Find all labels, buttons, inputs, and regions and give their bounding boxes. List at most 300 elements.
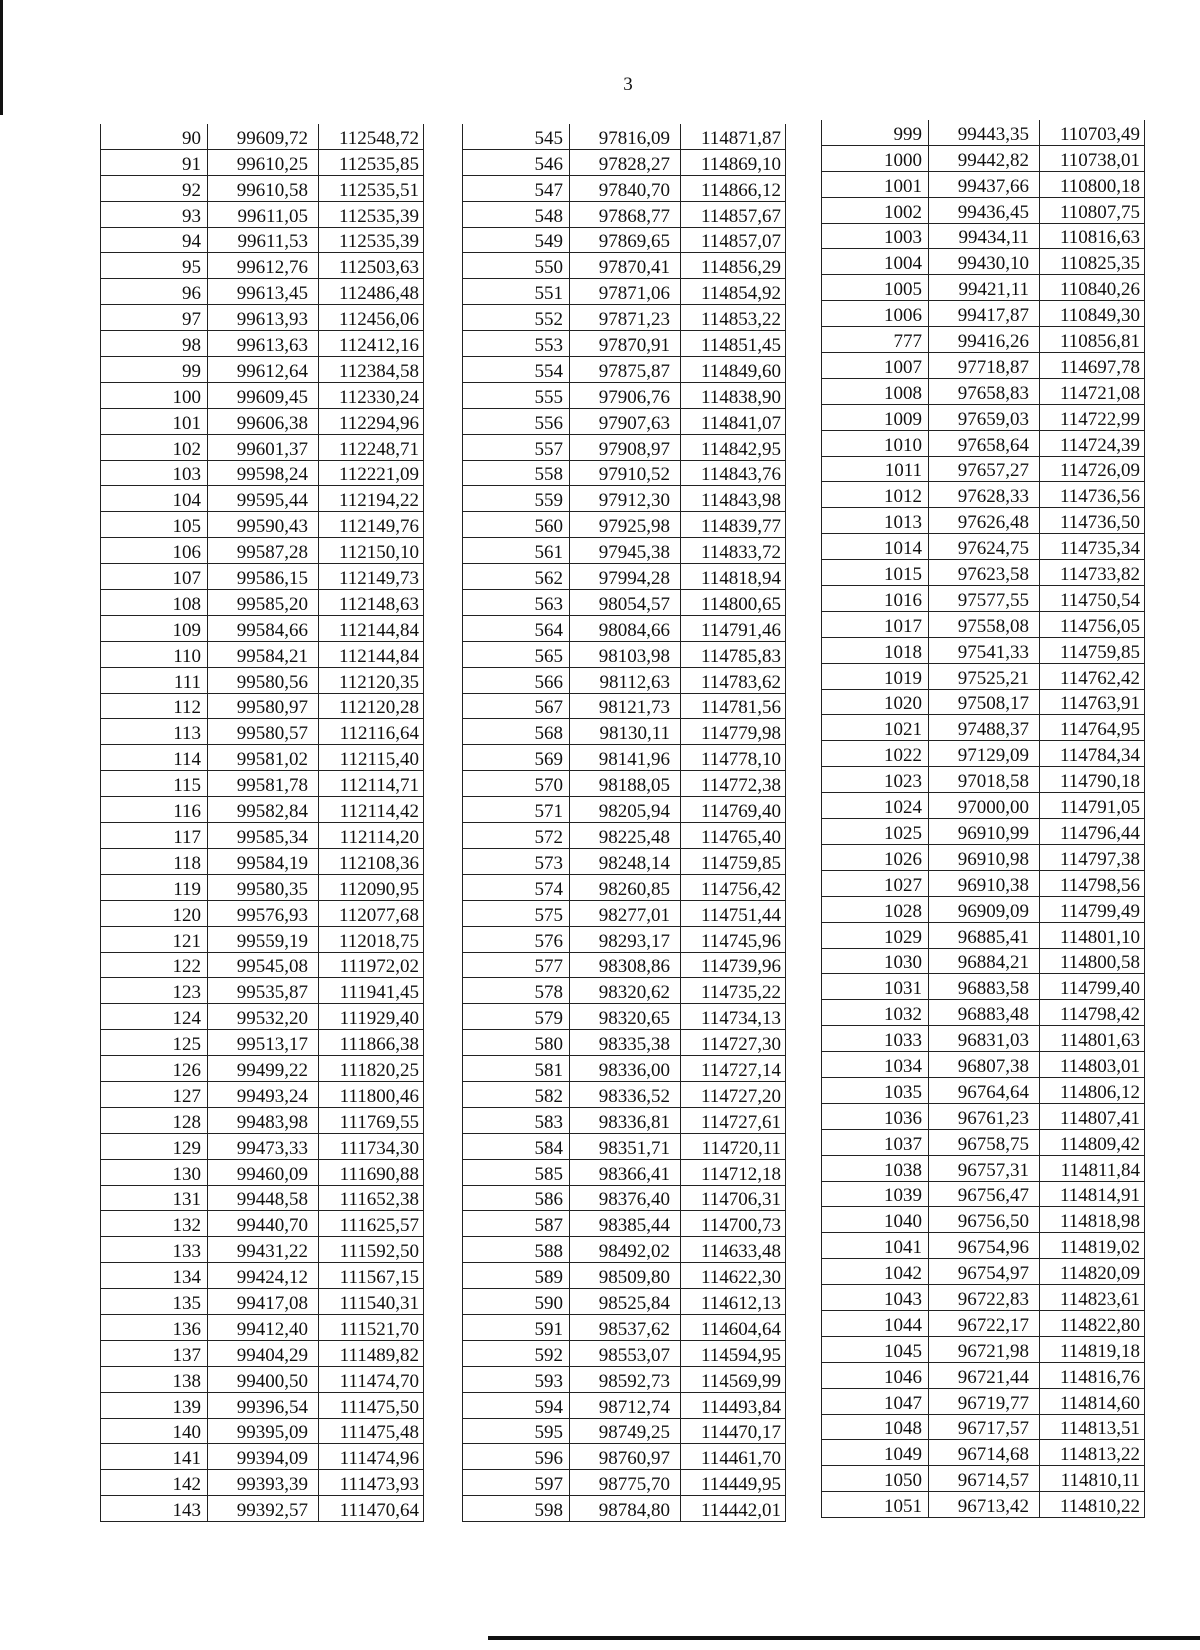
x-coordinate-cell: 97628,33 — [929, 482, 1040, 508]
y-coordinate-cell: 114756,05 — [1040, 611, 1145, 637]
point-number-cell: 1009 — [822, 404, 929, 430]
x-coordinate-cell: 99437,66 — [929, 171, 1040, 197]
x-coordinate-cell: 98293,17 — [570, 926, 681, 952]
y-coordinate-cell: 112149,76 — [319, 512, 424, 538]
x-coordinate-cell: 96714,57 — [929, 1466, 1040, 1492]
table-row — [822, 534, 1145, 560]
y-coordinate-cell: 114772,38 — [681, 771, 786, 797]
x-coordinate-cell: 98320,65 — [570, 1004, 681, 1030]
y-coordinate-cell: 114764,95 — [1040, 715, 1145, 741]
y-coordinate-cell: 112456,06 — [319, 305, 424, 331]
point-number-cell: 565 — [463, 641, 570, 667]
table-row — [463, 1444, 786, 1470]
point-number-cell: 92 — [101, 175, 208, 201]
point-number-cell: 130 — [101, 1159, 208, 1185]
x-coordinate-cell: 98760,97 — [570, 1444, 681, 1470]
point-number-cell: 552 — [463, 305, 570, 331]
point-number-cell: 1047 — [822, 1388, 929, 1414]
y-coordinate-cell: 114796,44 — [1040, 819, 1145, 845]
table-row — [101, 848, 424, 874]
table-row — [463, 1496, 786, 1522]
x-coordinate-cell: 98103,98 — [570, 641, 681, 667]
table-row — [463, 641, 786, 667]
y-coordinate-cell: 114735,34 — [1040, 534, 1145, 560]
table-row — [822, 482, 1145, 508]
point-number-cell: 550 — [463, 253, 570, 279]
point-number-cell: 1030 — [822, 948, 929, 974]
y-coordinate-cell: 114800,58 — [1040, 948, 1145, 974]
table-row — [101, 615, 424, 641]
table-row — [101, 1030, 424, 1056]
table-row — [463, 512, 786, 538]
x-coordinate-cell: 99460,09 — [208, 1159, 319, 1185]
table-row — [463, 926, 786, 952]
page-edge-mark — [0, 0, 3, 115]
table-row — [463, 1211, 786, 1237]
point-number-cell: 125 — [101, 1030, 208, 1056]
table-row — [822, 1181, 1145, 1207]
point-number-cell: 131 — [101, 1185, 208, 1211]
point-number-cell: 93 — [101, 201, 208, 227]
x-coordinate-cell: 99613,45 — [208, 279, 319, 305]
y-coordinate-cell: 114697,78 — [1040, 353, 1145, 379]
point-number-cell: 590 — [463, 1289, 570, 1315]
y-coordinate-cell: 111652,38 — [319, 1185, 424, 1211]
table-row — [101, 175, 424, 201]
x-coordinate-cell: 97658,83 — [929, 378, 1040, 404]
y-coordinate-cell: 111592,50 — [319, 1237, 424, 1263]
point-number-cell: 1027 — [822, 870, 929, 896]
point-number-cell: 553 — [463, 331, 570, 357]
table-row — [101, 382, 424, 408]
table-row — [822, 767, 1145, 793]
x-coordinate-cell: 99440,70 — [208, 1211, 319, 1237]
point-number-cell: 1045 — [822, 1336, 929, 1362]
point-number-cell: 1001 — [822, 171, 929, 197]
y-coordinate-cell: 114763,91 — [1040, 689, 1145, 715]
x-coordinate-cell: 99434,11 — [929, 223, 1040, 249]
y-coordinate-cell: 114851,45 — [681, 331, 786, 357]
table-row — [463, 1133, 786, 1159]
point-number-cell: 1044 — [822, 1310, 929, 1336]
x-coordinate-cell: 99448,58 — [208, 1185, 319, 1211]
point-number-cell: 1051 — [822, 1492, 929, 1518]
point-number-cell: 547 — [463, 175, 570, 201]
x-coordinate-cell: 96910,99 — [929, 819, 1040, 845]
y-coordinate-cell: 114801,63 — [1040, 1026, 1145, 1052]
table-row — [463, 693, 786, 719]
y-coordinate-cell: 111769,55 — [319, 1107, 424, 1133]
page-number: 3 — [623, 74, 633, 95]
table-row — [822, 1026, 1145, 1052]
x-coordinate-cell: 99601,37 — [208, 434, 319, 460]
table-row — [101, 1133, 424, 1159]
table-row — [822, 1155, 1145, 1181]
point-number-cell: 576 — [463, 926, 570, 952]
x-coordinate-cell: 98592,73 — [570, 1366, 681, 1392]
point-number-cell: 777 — [822, 327, 929, 353]
y-coordinate-cell: 112115,40 — [319, 745, 424, 771]
y-coordinate-cell: 110816,63 — [1040, 223, 1145, 249]
x-coordinate-cell: 96719,77 — [929, 1388, 1040, 1414]
table-row — [463, 1392, 786, 1418]
table-row — [822, 663, 1145, 689]
y-coordinate-cell: 111734,30 — [319, 1133, 424, 1159]
x-coordinate-cell: 99493,24 — [208, 1081, 319, 1107]
y-coordinate-cell: 112384,58 — [319, 357, 424, 383]
point-number-cell: 1003 — [822, 223, 929, 249]
x-coordinate-cell: 99587,28 — [208, 538, 319, 564]
x-coordinate-cell: 96722,83 — [929, 1285, 1040, 1311]
y-coordinate-cell: 114493,84 — [681, 1392, 786, 1418]
table-row — [822, 1388, 1145, 1414]
point-number-cell: 1035 — [822, 1077, 929, 1103]
table-row — [822, 120, 1145, 145]
x-coordinate-cell: 98188,05 — [570, 771, 681, 797]
x-coordinate-cell: 99610,58 — [208, 175, 319, 201]
x-coordinate-cell: 97626,48 — [929, 508, 1040, 534]
table-row — [101, 486, 424, 512]
x-coordinate-cell: 97508,17 — [929, 689, 1040, 715]
table-row — [101, 1004, 424, 1030]
point-number-cell: 555 — [463, 382, 570, 408]
x-coordinate-cell: 98336,52 — [570, 1081, 681, 1107]
x-coordinate-cell: 96754,97 — [929, 1259, 1040, 1285]
x-coordinate-cell: 99393,39 — [208, 1470, 319, 1496]
y-coordinate-cell: 114727,30 — [681, 1030, 786, 1056]
table-row — [822, 896, 1145, 922]
point-number-cell: 591 — [463, 1314, 570, 1340]
x-coordinate-cell: 97871,06 — [570, 279, 681, 305]
point-number-cell: 1032 — [822, 1000, 929, 1026]
y-coordinate-cell: 114833,72 — [681, 538, 786, 564]
x-coordinate-cell: 98385,44 — [570, 1211, 681, 1237]
x-coordinate-cell: 99586,15 — [208, 564, 319, 590]
y-coordinate-cell: 114809,42 — [1040, 1129, 1145, 1155]
table-row — [101, 590, 424, 616]
x-coordinate-cell: 99576,93 — [208, 900, 319, 926]
x-coordinate-cell: 96714,68 — [929, 1440, 1040, 1466]
x-coordinate-cell: 97623,58 — [929, 560, 1040, 586]
y-coordinate-cell: 111474,70 — [319, 1366, 424, 1392]
y-coordinate-cell: 112114,71 — [319, 771, 424, 797]
point-number-cell: 1040 — [822, 1207, 929, 1233]
table-row — [101, 1418, 424, 1444]
x-coordinate-cell: 96713,42 — [929, 1492, 1040, 1518]
x-coordinate-cell: 98112,63 — [570, 667, 681, 693]
table-row — [101, 149, 424, 175]
table-row — [463, 408, 786, 434]
y-coordinate-cell: 114569,99 — [681, 1366, 786, 1392]
table-row — [101, 408, 424, 434]
y-coordinate-cell: 114745,96 — [681, 926, 786, 952]
point-number-cell: 560 — [463, 512, 570, 538]
point-number-cell: 122 — [101, 952, 208, 978]
point-number-cell: 548 — [463, 201, 570, 227]
point-number-cell: 574 — [463, 874, 570, 900]
table-row — [101, 1107, 424, 1133]
point-number-cell: 567 — [463, 693, 570, 719]
point-number-cell: 579 — [463, 1004, 570, 1030]
table-row — [463, 1030, 786, 1056]
y-coordinate-cell: 112535,39 — [319, 227, 424, 253]
y-coordinate-cell: 114470,17 — [681, 1418, 786, 1444]
table-row — [463, 952, 786, 978]
table-row — [822, 249, 1145, 275]
y-coordinate-cell: 114612,13 — [681, 1289, 786, 1315]
x-coordinate-cell: 97907,63 — [570, 408, 681, 434]
y-coordinate-cell: 114857,07 — [681, 227, 786, 253]
y-coordinate-cell: 112535,51 — [319, 175, 424, 201]
y-coordinate-cell: 114791,46 — [681, 615, 786, 641]
y-coordinate-cell: 114750,54 — [1040, 586, 1145, 612]
table-row — [463, 745, 786, 771]
point-number-cell: 1037 — [822, 1129, 929, 1155]
x-coordinate-cell: 99394,09 — [208, 1444, 319, 1470]
table-row — [101, 926, 424, 952]
y-coordinate-cell: 110800,18 — [1040, 171, 1145, 197]
y-coordinate-cell: 111820,25 — [319, 1056, 424, 1082]
table-row — [101, 1081, 424, 1107]
point-number-cell: 128 — [101, 1107, 208, 1133]
table-row — [822, 819, 1145, 845]
table-row — [463, 486, 786, 512]
x-coordinate-cell: 99395,09 — [208, 1418, 319, 1444]
point-number-cell: 142 — [101, 1470, 208, 1496]
y-coordinate-cell: 114818,94 — [681, 564, 786, 590]
point-number-cell: 563 — [463, 590, 570, 616]
y-coordinate-cell: 114823,61 — [1040, 1285, 1145, 1311]
point-number-cell: 578 — [463, 978, 570, 1004]
x-coordinate-cell: 98260,85 — [570, 874, 681, 900]
x-coordinate-cell: 99581,02 — [208, 745, 319, 771]
point-number-cell: 132 — [101, 1211, 208, 1237]
x-coordinate-cell: 99473,33 — [208, 1133, 319, 1159]
point-number-cell: 127 — [101, 1081, 208, 1107]
table-row — [463, 253, 786, 279]
point-number-cell: 134 — [101, 1263, 208, 1289]
point-number-cell: 562 — [463, 564, 570, 590]
y-coordinate-cell: 114442,01 — [681, 1496, 786, 1522]
x-coordinate-cell: 97816,09 — [570, 124, 681, 149]
point-number-cell: 1024 — [822, 793, 929, 819]
table-row — [101, 745, 424, 771]
table-row — [463, 615, 786, 641]
table-row — [101, 1185, 424, 1211]
table-row — [101, 1314, 424, 1340]
y-coordinate-cell: 112294,96 — [319, 408, 424, 434]
point-number-cell: 119 — [101, 874, 208, 900]
x-coordinate-cell: 96910,98 — [929, 844, 1040, 870]
point-number-cell: 551 — [463, 279, 570, 305]
point-number-cell: 94 — [101, 227, 208, 253]
point-number-cell: 99 — [101, 357, 208, 383]
table-row — [822, 197, 1145, 223]
y-coordinate-cell: 114813,22 — [1040, 1440, 1145, 1466]
x-coordinate-cell: 97718,87 — [929, 353, 1040, 379]
point-number-cell: 1011 — [822, 456, 929, 482]
point-number-cell: 108 — [101, 590, 208, 616]
x-coordinate-cell: 97870,41 — [570, 253, 681, 279]
y-coordinate-cell: 114727,61 — [681, 1107, 786, 1133]
point-number-cell: 1012 — [822, 482, 929, 508]
x-coordinate-cell: 97871,23 — [570, 305, 681, 331]
y-coordinate-cell: 114778,10 — [681, 745, 786, 771]
table-row — [101, 124, 424, 149]
x-coordinate-cell: 96884,21 — [929, 948, 1040, 974]
point-number-cell: 583 — [463, 1107, 570, 1133]
table-row — [822, 223, 1145, 249]
point-number-cell: 595 — [463, 1418, 570, 1444]
y-coordinate-cell: 110849,30 — [1040, 301, 1145, 327]
table-row — [101, 305, 424, 331]
table-row — [101, 693, 424, 719]
table-row — [101, 667, 424, 693]
y-coordinate-cell: 114799,40 — [1040, 974, 1145, 1000]
x-coordinate-cell: 96754,96 — [929, 1233, 1040, 1259]
x-coordinate-cell: 99580,57 — [208, 719, 319, 745]
point-number-cell: 1018 — [822, 637, 929, 663]
point-number-cell: 95 — [101, 253, 208, 279]
table-row — [101, 1366, 424, 1392]
x-coordinate-cell: 98351,71 — [570, 1133, 681, 1159]
table-row — [101, 279, 424, 305]
point-number-cell: 1020 — [822, 689, 929, 715]
x-coordinate-cell: 97925,98 — [570, 512, 681, 538]
coordinates-table-3 — [821, 120, 1145, 1518]
x-coordinate-cell: 96831,03 — [929, 1026, 1040, 1052]
point-number-cell: 113 — [101, 719, 208, 745]
x-coordinate-cell: 99535,87 — [208, 978, 319, 1004]
y-coordinate-cell: 114765,40 — [681, 823, 786, 849]
point-number-cell: 1049 — [822, 1440, 929, 1466]
x-coordinate-cell: 99609,45 — [208, 382, 319, 408]
point-number-cell: 140 — [101, 1418, 208, 1444]
y-coordinate-cell: 114854,92 — [681, 279, 786, 305]
table-row — [822, 948, 1145, 974]
y-coordinate-cell: 114751,44 — [681, 900, 786, 926]
y-coordinate-cell: 112535,85 — [319, 149, 424, 175]
x-coordinate-cell: 99442,82 — [929, 145, 1040, 171]
table-row — [463, 823, 786, 849]
y-coordinate-cell: 114857,67 — [681, 201, 786, 227]
x-coordinate-cell: 98492,02 — [570, 1237, 681, 1263]
point-number-cell: 143 — [101, 1496, 208, 1522]
table-row — [822, 1492, 1145, 1518]
x-coordinate-cell: 96717,57 — [929, 1414, 1040, 1440]
point-number-cell: 1034 — [822, 1052, 929, 1078]
table-row — [463, 124, 786, 149]
x-coordinate-cell: 99430,10 — [929, 249, 1040, 275]
x-coordinate-cell: 99612,64 — [208, 357, 319, 383]
point-number-cell: 1036 — [822, 1103, 929, 1129]
x-coordinate-cell: 99585,34 — [208, 823, 319, 849]
point-number-cell: 596 — [463, 1444, 570, 1470]
x-coordinate-cell: 96721,44 — [929, 1362, 1040, 1388]
y-coordinate-cell: 114756,42 — [681, 874, 786, 900]
y-coordinate-cell: 114842,95 — [681, 434, 786, 460]
table-row — [822, 741, 1145, 767]
table-row — [101, 900, 424, 926]
point-number-cell: 105 — [101, 512, 208, 538]
x-coordinate-cell: 99609,72 — [208, 124, 319, 149]
y-coordinate-cell: 114722,99 — [1040, 404, 1145, 430]
y-coordinate-cell: 111475,48 — [319, 1418, 424, 1444]
y-coordinate-cell: 112090,95 — [319, 874, 424, 900]
x-coordinate-cell: 99499,22 — [208, 1056, 319, 1082]
y-coordinate-cell: 114814,60 — [1040, 1388, 1145, 1414]
point-number-cell: 98 — [101, 331, 208, 357]
y-coordinate-cell: 112221,09 — [319, 460, 424, 486]
x-coordinate-cell: 98277,01 — [570, 900, 681, 926]
x-coordinate-cell: 98205,94 — [570, 797, 681, 823]
x-coordinate-cell: 99396,54 — [208, 1392, 319, 1418]
point-number-cell: 111 — [101, 667, 208, 693]
x-coordinate-cell: 97558,08 — [929, 611, 1040, 637]
point-number-cell: 1022 — [822, 741, 929, 767]
y-coordinate-cell: 114807,41 — [1040, 1103, 1145, 1129]
x-coordinate-cell: 98335,38 — [570, 1030, 681, 1056]
point-number-cell: 104 — [101, 486, 208, 512]
y-coordinate-cell: 110856,81 — [1040, 327, 1145, 353]
x-coordinate-cell: 98749,25 — [570, 1418, 681, 1444]
x-coordinate-cell: 99585,20 — [208, 590, 319, 616]
y-coordinate-cell: 112503,63 — [319, 253, 424, 279]
point-number-cell: 115 — [101, 771, 208, 797]
x-coordinate-cell: 98308,86 — [570, 952, 681, 978]
x-coordinate-cell: 98525,84 — [570, 1289, 681, 1315]
y-coordinate-cell: 114736,56 — [1040, 482, 1145, 508]
table-row — [463, 1081, 786, 1107]
y-coordinate-cell: 111625,57 — [319, 1211, 424, 1237]
y-coordinate-cell: 114866,12 — [681, 175, 786, 201]
y-coordinate-cell: 114700,73 — [681, 1211, 786, 1237]
table-row — [101, 1340, 424, 1366]
x-coordinate-cell: 96883,48 — [929, 1000, 1040, 1026]
point-number-cell: 556 — [463, 408, 570, 434]
y-coordinate-cell: 114806,12 — [1040, 1077, 1145, 1103]
y-coordinate-cell: 114803,01 — [1040, 1052, 1145, 1078]
table-row — [101, 1211, 424, 1237]
x-coordinate-cell: 97910,52 — [570, 460, 681, 486]
point-number-cell: 97 — [101, 305, 208, 331]
x-coordinate-cell: 97875,87 — [570, 357, 681, 383]
x-coordinate-cell: 99584,19 — [208, 848, 319, 874]
table-row — [822, 301, 1145, 327]
y-coordinate-cell: 114790,18 — [1040, 767, 1145, 793]
y-coordinate-cell: 112148,63 — [319, 590, 424, 616]
point-number-cell: 1033 — [822, 1026, 929, 1052]
y-coordinate-cell: 114856,29 — [681, 253, 786, 279]
table-row — [463, 305, 786, 331]
y-coordinate-cell: 114784,34 — [1040, 741, 1145, 767]
x-coordinate-cell: 99606,38 — [208, 408, 319, 434]
x-coordinate-cell: 98248,14 — [570, 848, 681, 874]
table-row — [463, 382, 786, 408]
point-number-cell: 117 — [101, 823, 208, 849]
coordinates-table-2 — [462, 124, 786, 1522]
x-coordinate-cell: 99483,98 — [208, 1107, 319, 1133]
point-number-cell: 999 — [822, 120, 929, 145]
y-coordinate-cell: 111941,45 — [319, 978, 424, 1004]
y-coordinate-cell: 111929,40 — [319, 1004, 424, 1030]
table-row — [822, 508, 1145, 534]
x-coordinate-cell: 98553,07 — [570, 1340, 681, 1366]
point-number-cell: 584 — [463, 1133, 570, 1159]
x-coordinate-cell: 99613,93 — [208, 305, 319, 331]
x-coordinate-cell: 98320,62 — [570, 978, 681, 1004]
y-coordinate-cell: 114783,62 — [681, 667, 786, 693]
